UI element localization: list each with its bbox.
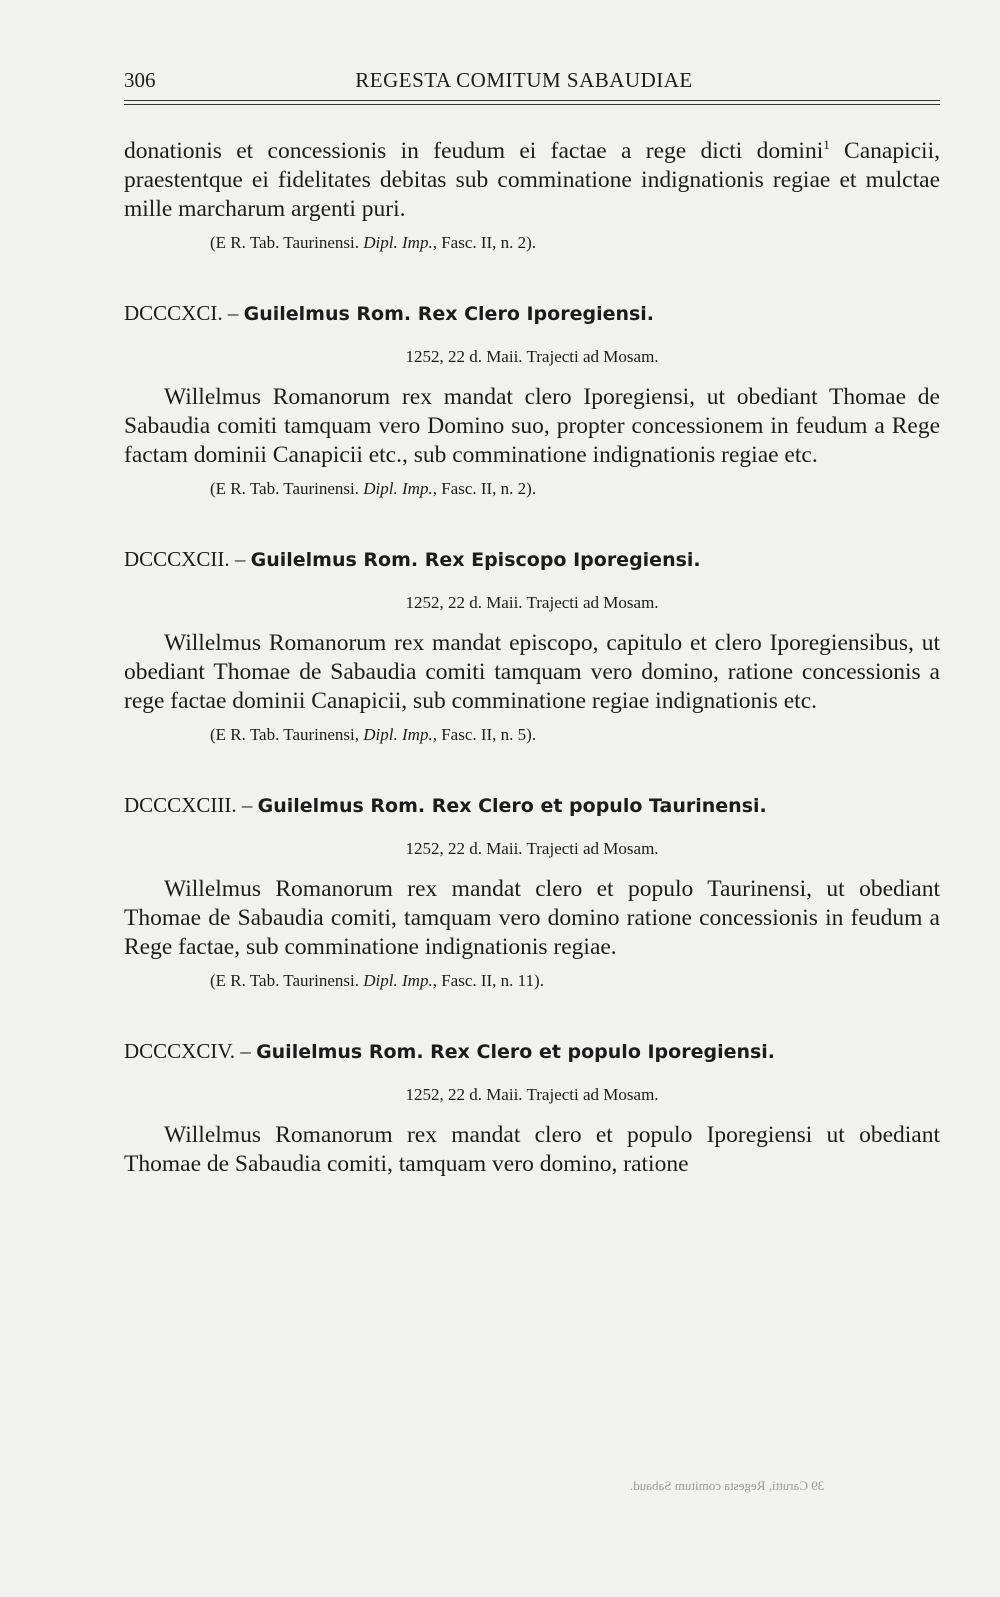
continuation-paragraph xyxy=(124,130,940,224)
source-citation xyxy=(210,232,940,254)
header-rule xyxy=(124,100,940,101)
entry-date: 1252, 22 d. Maii. Trajecti ad Mosam. xyxy=(405,838,659,858)
source-suffix: , Fasc. II, n. 2). xyxy=(432,478,537,498)
entry-number: DCCCXCIV. – xyxy=(124,1038,251,1063)
source-suffix: , Fasc. II, n. 5). xyxy=(432,724,537,744)
source-suffix: , Fasc. II, n. 11). xyxy=(432,970,544,990)
entry-title: Guilelmus Rom. Rex Clero Iporegiensi. xyxy=(243,302,655,325)
page-header xyxy=(124,68,940,94)
source-prefix: (E R. Tab. Taurinensi, xyxy=(210,724,364,744)
running-title: REGESTA COMITUM SABAUDIAE xyxy=(355,68,693,92)
page-content xyxy=(124,130,940,1179)
entry-heading xyxy=(124,792,940,819)
entry-date: 1252, 22 d. Maii. Trajecti ad Mosam. xyxy=(405,346,659,366)
source-prefix: (E R. Tab. Taurinensi. xyxy=(210,478,364,498)
source-dipl: Dipl. Imp. xyxy=(363,724,433,744)
entry-heading xyxy=(124,546,940,573)
source-dipl: Dipl. Imp. xyxy=(363,970,433,990)
continuation-text: donationis et concessionis in feudum ei factae a rege dicti domini xyxy=(124,137,824,164)
source-citation xyxy=(210,478,940,500)
entry-title: Guilelmus Rom. Rex Clero et populo Taurinensi. xyxy=(257,794,767,817)
source-dipl: Dipl. Imp. xyxy=(363,478,433,498)
entry-number: DCCCXCII. – xyxy=(124,546,246,571)
entry-text: Willelmus Romanorum rex mandat clero Iporegiensi, ut obediant Thomae de Sabaudia comiti tamquam vero Domino suo, propter concessionem in feudum a Rege factam dominii Canapicii etc., sub comminatione indignationis regiae etc. xyxy=(124,383,940,468)
source-citation xyxy=(210,724,940,746)
source-suffix: , Fasc. II, n. 2). xyxy=(432,232,537,252)
entry-title: Guilelmus Rom. Rex Episcopo Iporegiensi. xyxy=(250,548,701,571)
entry-text: Willelmus Romanorum rex mandat episcopo, capitulo et clero Iporegiensibus, ut obediant Thomae de Sabaudia comiti tamquam vero domino, ratione concessionis a rege factae dominii Canapicii, sub comminatione regiae indignationis etc. xyxy=(124,629,940,714)
source-prefix: (E R. Tab. Taurinensi. xyxy=(210,232,364,252)
entry-number: DCCCXCI. – xyxy=(124,300,239,325)
entry-number: DCCCXCIII. – xyxy=(124,792,253,817)
footnote-mark: 1 xyxy=(823,137,830,152)
entry-heading xyxy=(124,1038,940,1065)
source-prefix: (E R. Tab. Taurinensi. xyxy=(210,970,364,990)
entry-text: Willelmus Romanorum rex mandat clero et populo Taurinensi, ut obediant Thomae de Sabaudia comiti, tamquam vero domino ratione concessionis in feudum a Rege factae, sub comminatione indignationis regiae. xyxy=(124,875,940,960)
source-dipl: Dipl. Imp. xyxy=(363,232,433,252)
entry-heading xyxy=(124,300,940,327)
source-citation xyxy=(210,970,940,992)
entry-date: 1252, 22 d. Maii. Trajecti ad Mosam. xyxy=(405,592,659,612)
entry-title: Guilelmus Rom. Rex Clero et populo Iporegiensi. xyxy=(256,1040,776,1063)
header-rule-secondary xyxy=(124,104,940,105)
entry-text: Willelmus Romanorum rex mandat clero et populo Iporegiensi ut obediant Thomae de Sabaudia comiti, tamquam vero domino, ratione xyxy=(124,1121,940,1177)
continuation-text-2: Canapicii, praestentque ei fidelitates debitas sub comminatione indignationis regiae et mulctae mille marcharum argenti puri. xyxy=(124,137,940,222)
signature-mark: 39 Carutti, Regesta comitum Sabaud. xyxy=(630,1478,825,1493)
page-number: 306 xyxy=(124,68,156,92)
entry-date: 1252, 22 d. Maii. Trajecti ad Mosam. xyxy=(405,1084,659,1104)
